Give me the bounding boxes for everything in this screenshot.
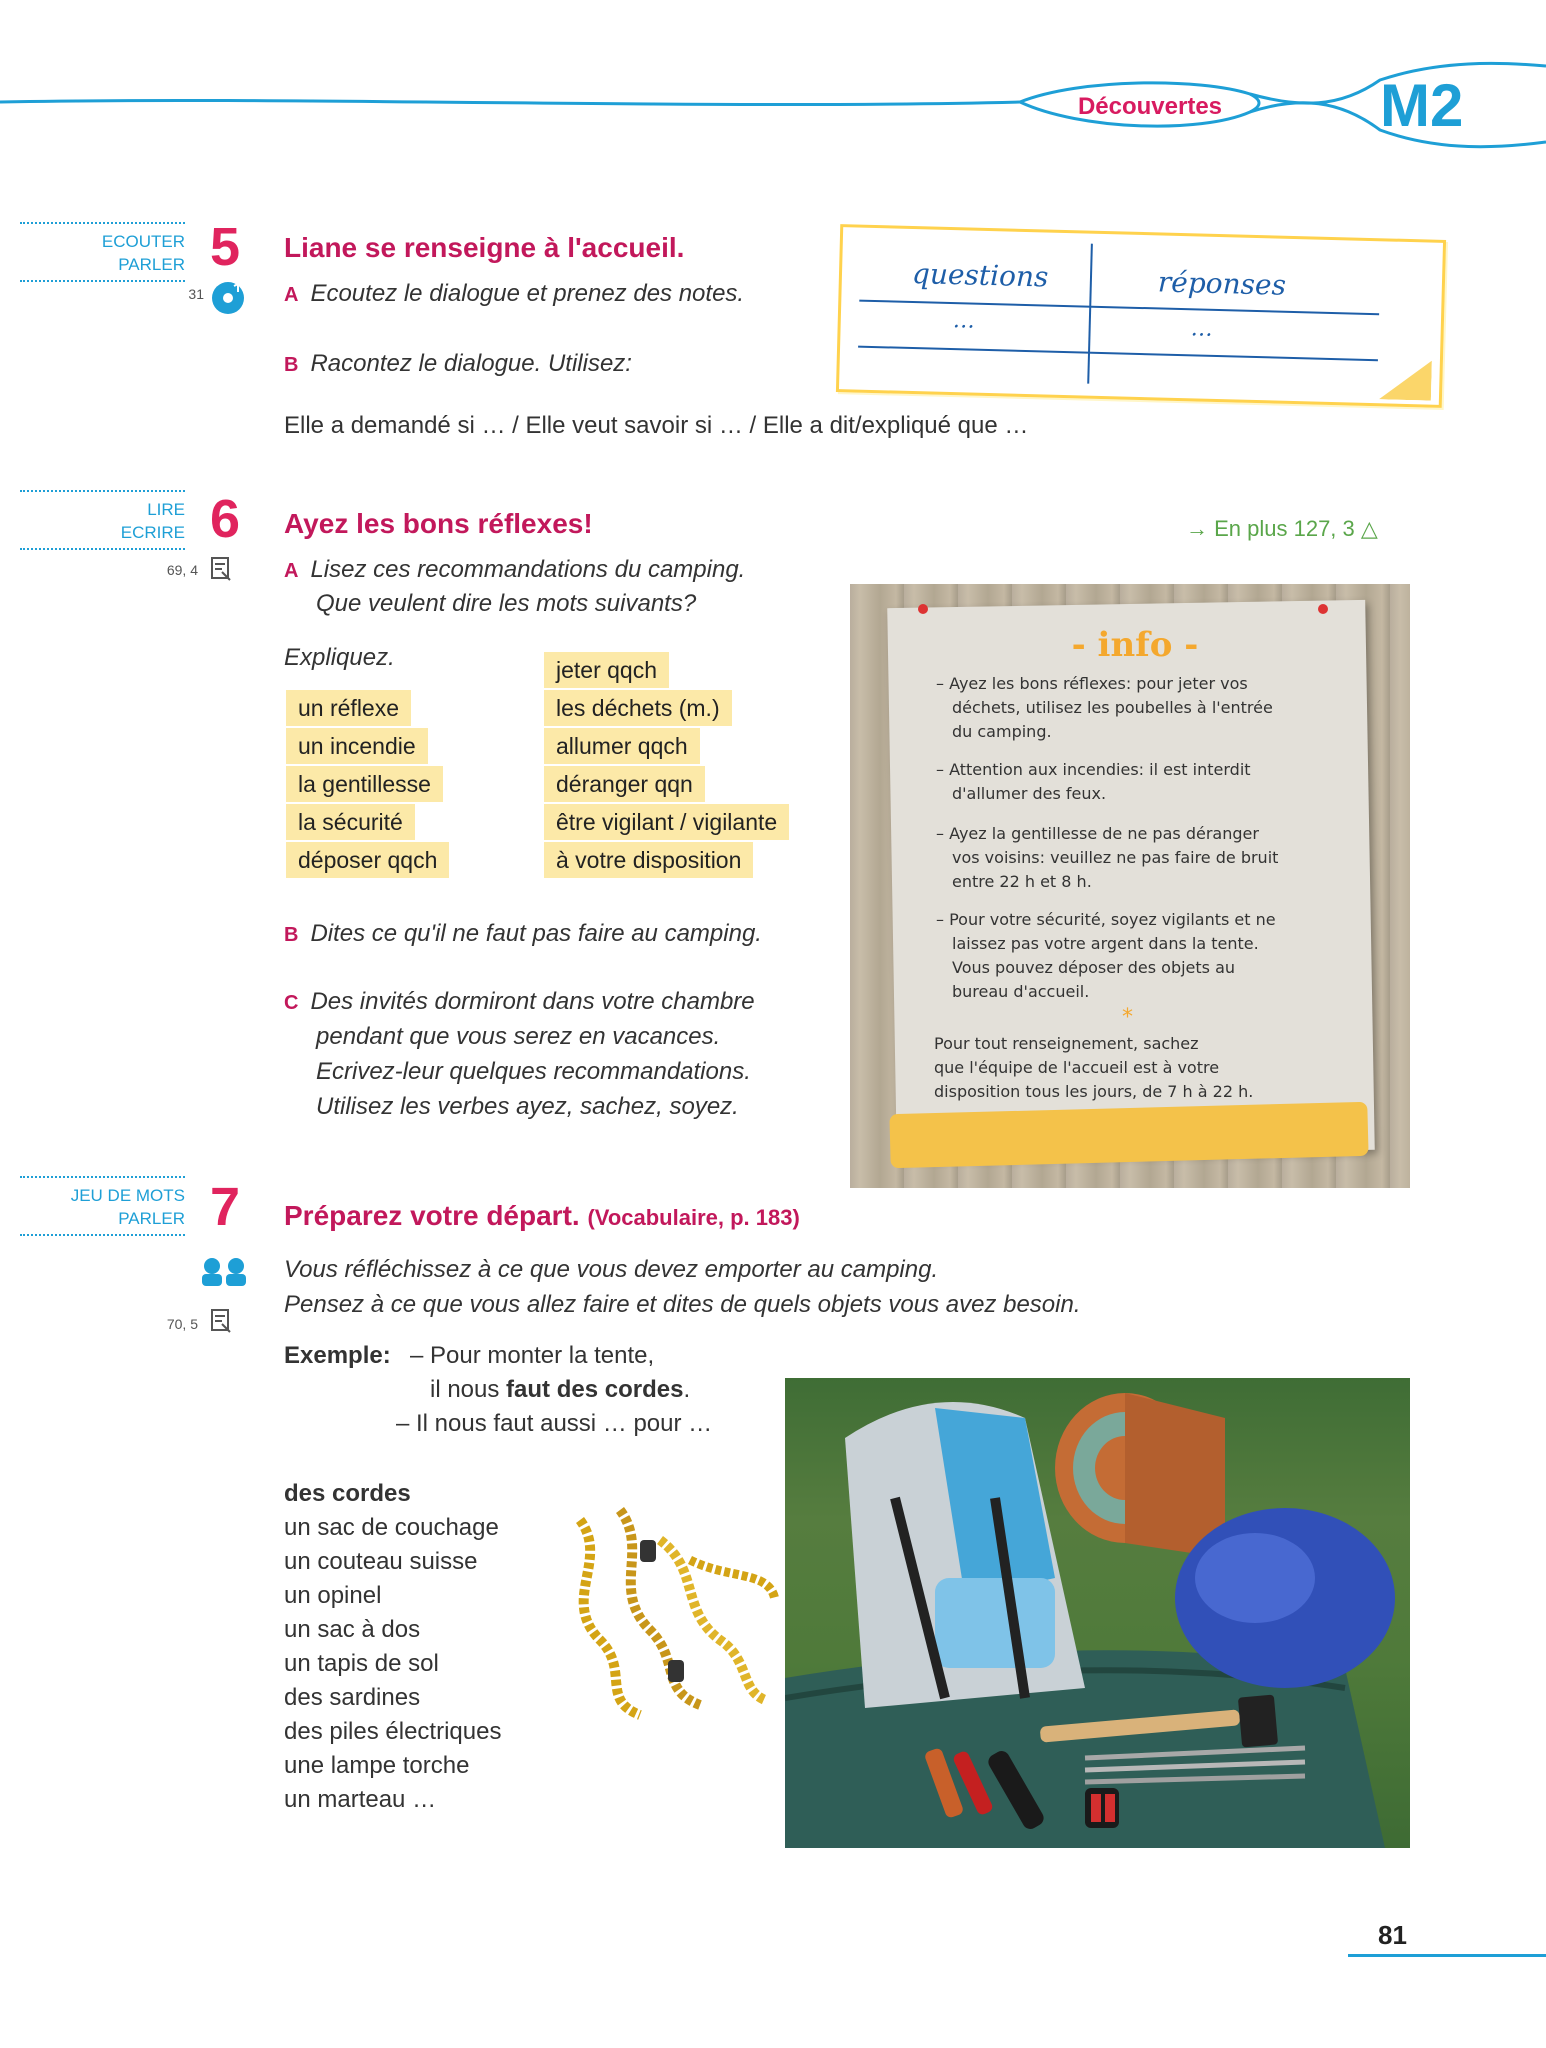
example-line: – Il nous faut aussi … pour … <box>396 1410 713 1437</box>
skill-tag-ex7 <box>20 1176 185 1236</box>
exercise-item-c-line: Ecrivez-leur quelques recommandations. <box>316 1058 751 1085</box>
card-divider-v <box>1087 244 1093 384</box>
example-text: il nous <box>430 1376 507 1403</box>
title-text: Préparez votre départ. <box>284 1200 580 1231</box>
info-line: – Pour votre sécurité, soyez vigilants et ne <box>936 910 1276 929</box>
item-letter: A <box>284 560 299 582</box>
info-line: – Attention aux incendies: il est interdit <box>936 760 1251 779</box>
item-letter: C <box>284 992 299 1014</box>
vocab-word: un incendie <box>286 728 428 764</box>
audio-track-ref: 31 <box>188 286 204 302</box>
exercise-item-c-line: pendant que vous serez en vacances. <box>316 1023 721 1050</box>
workbook-icon <box>210 1308 232 1334</box>
example-emphasis: faut des cordes <box>506 1376 684 1403</box>
item-text: Racontez le dialogue. Utilisez: <box>310 350 632 377</box>
info-star: * <box>1122 1005 1133 1030</box>
section-title: Découvertes <box>1077 93 1223 120</box>
gear-item: un sac de couchage <box>284 1514 499 1541</box>
gear-item: un opinel <box>284 1582 382 1609</box>
card-col-questions: questions <box>911 256 1049 294</box>
card-corner-fold <box>1379 359 1432 400</box>
info-line: bureau d'accueil. <box>952 982 1090 1001</box>
item-letter: B <box>284 354 299 376</box>
module-label: M2 <box>1380 71 1464 139</box>
workbook-ref: 69, 4 <box>166 562 198 578</box>
info-line: – Ayez les bons réflexes: pour jeter vos <box>936 674 1248 693</box>
skill-label: ECOUTER <box>101 232 185 251</box>
exercise-item-a <box>284 552 745 589</box>
card-col-reponses: réponses <box>1157 265 1287 302</box>
skill-label: LIRE <box>147 500 185 519</box>
vocab-word: déposer qqch <box>286 842 449 878</box>
item-text: Lisez ces recommandations du camping. <box>310 556 746 583</box>
exercise-item-c <box>284 984 755 1021</box>
workbook-ref: 70, 5 <box>166 1316 198 1332</box>
vocab-word: jeter qqch <box>544 652 669 688</box>
header-decoration <box>0 50 1546 160</box>
vocab-word: déranger qqn <box>544 766 705 802</box>
skill-label: JEU DE MOTS <box>70 1186 185 1205</box>
gear-item: des piles électriques <box>284 1718 502 1745</box>
info-line: que l'équipe de l'accueil est à votre <box>934 1058 1220 1077</box>
info-title: - info - <box>1071 625 1199 665</box>
card-divider-h <box>859 300 1379 316</box>
title-ref: (Vocabulaire, p. 183) <box>587 1205 800 1230</box>
card-cell: … <box>1190 316 1214 342</box>
audio-cd-icon <box>210 280 246 316</box>
vocab-word: être vigilant / vigilante <box>544 804 789 840</box>
example-line: – Pour monter la tente, <box>410 1342 655 1369</box>
info-line: déchets, utilisez les poubelles à l'entrée <box>952 698 1273 717</box>
card-divider-h <box>858 346 1378 362</box>
item-text: Ecoutez le dialogue et prenez des notes. <box>310 280 745 307</box>
intro-line: Vous réfléchissez à ce que vous devez emporter au camping. <box>284 1256 939 1283</box>
gear-item: un sac à dos <box>284 1616 421 1643</box>
item-text: Dites ce qu'il ne faut pas faire au camping. <box>310 920 762 947</box>
rope-image <box>540 1500 780 1720</box>
exercise-number: 6 <box>210 489 241 549</box>
vocab-word: la sécurité <box>286 804 415 840</box>
skill-label: ECRIRE <box>120 523 185 542</box>
notes-card <box>836 224 1446 408</box>
example-text: . <box>683 1376 691 1403</box>
exercise-title <box>284 1200 800 1232</box>
vocab-word: les déchets (m.) <box>544 690 732 726</box>
exercise-number: 5 <box>210 217 241 277</box>
explain-label: Expliquez. <box>284 644 395 671</box>
info-line: vos voisins: veuillez ne pas faire de bruit <box>952 848 1279 867</box>
example-label: Exemple: <box>284 1342 391 1369</box>
skill-label: PARLER <box>118 1209 185 1228</box>
gear-item: une lampe torche <box>284 1752 470 1779</box>
camping-gear-illustration <box>785 1378 1410 1848</box>
exercise-number: 7 <box>210 1177 241 1237</box>
camping-gear-photo <box>785 1378 1410 1848</box>
phrase-template: Elle a demandé si … / Elle veut savoir si … / Elle a dit/expliqué que … <box>284 412 1029 439</box>
pin-icon <box>1318 604 1328 614</box>
page-number-underline <box>1348 1954 1546 1957</box>
example-line <box>430 1376 690 1404</box>
skill-tag-ex6 <box>20 490 185 550</box>
crossref: → En plus 127, 3 △ <box>1186 516 1378 541</box>
gear-item: un marteau … <box>284 1786 437 1813</box>
info-line: Vous pouvez déposer des objets au <box>952 958 1236 977</box>
vocab-word: à votre disposition <box>544 842 753 878</box>
info-line: disposition tous les jours, de 7 h à 22 h. <box>934 1082 1254 1101</box>
info-line: du camping. <box>952 722 1052 741</box>
pair-work-icon <box>196 1256 252 1288</box>
exercise-item-b <box>284 916 762 953</box>
exercise-item-c-line: Utilisez les verbes ayez, sachez, soyez. <box>316 1093 739 1120</box>
vocab-word: la gentillesse <box>286 766 443 802</box>
info-line: laissez pas votre argent dans la tente. <box>952 934 1259 953</box>
skill-label: PARLER <box>118 255 185 274</box>
info-line: Pour tout renseignement, sachez <box>934 1034 1199 1053</box>
gear-item: un tapis de sol <box>284 1650 439 1677</box>
gear-item: des cordes <box>284 1480 411 1507</box>
exercise-title: Liane se renseigne à l'accueil. <box>284 232 685 263</box>
item-letter: B <box>284 924 299 946</box>
gear-item: un couteau suisse <box>284 1548 478 1575</box>
info-line: entre 22 h et 8 h. <box>952 872 1092 891</box>
vocab-word: un réflexe <box>286 690 411 726</box>
pin-icon <box>918 604 928 614</box>
exercise-title: Ayez les bons réflexes! <box>284 508 593 539</box>
info-line: d'allumer des feux. <box>952 784 1107 803</box>
card-cell: … <box>952 308 976 334</box>
info-line: – Ayez la gentillesse de ne pas déranger <box>936 824 1259 843</box>
exercise-item-b <box>284 346 632 383</box>
skill-tag-ex5 <box>20 222 185 282</box>
intro-line: Pensez à ce que vous allez faire et dites de quels objets vous avez besoin. <box>284 1291 1081 1318</box>
gear-item: des sardines <box>284 1684 421 1711</box>
item-text: Des invités dormiront dans votre chambre <box>310 988 755 1015</box>
exercise-item-a <box>284 276 744 313</box>
workbook-icon <box>210 556 232 582</box>
page-number: 81 <box>1378 1920 1407 1950</box>
item-letter: A <box>284 284 299 306</box>
exercise-item-a-line2: Que veulent dire les mots suivants? <box>316 590 697 617</box>
vocab-word: allumer qqch <box>544 728 700 764</box>
